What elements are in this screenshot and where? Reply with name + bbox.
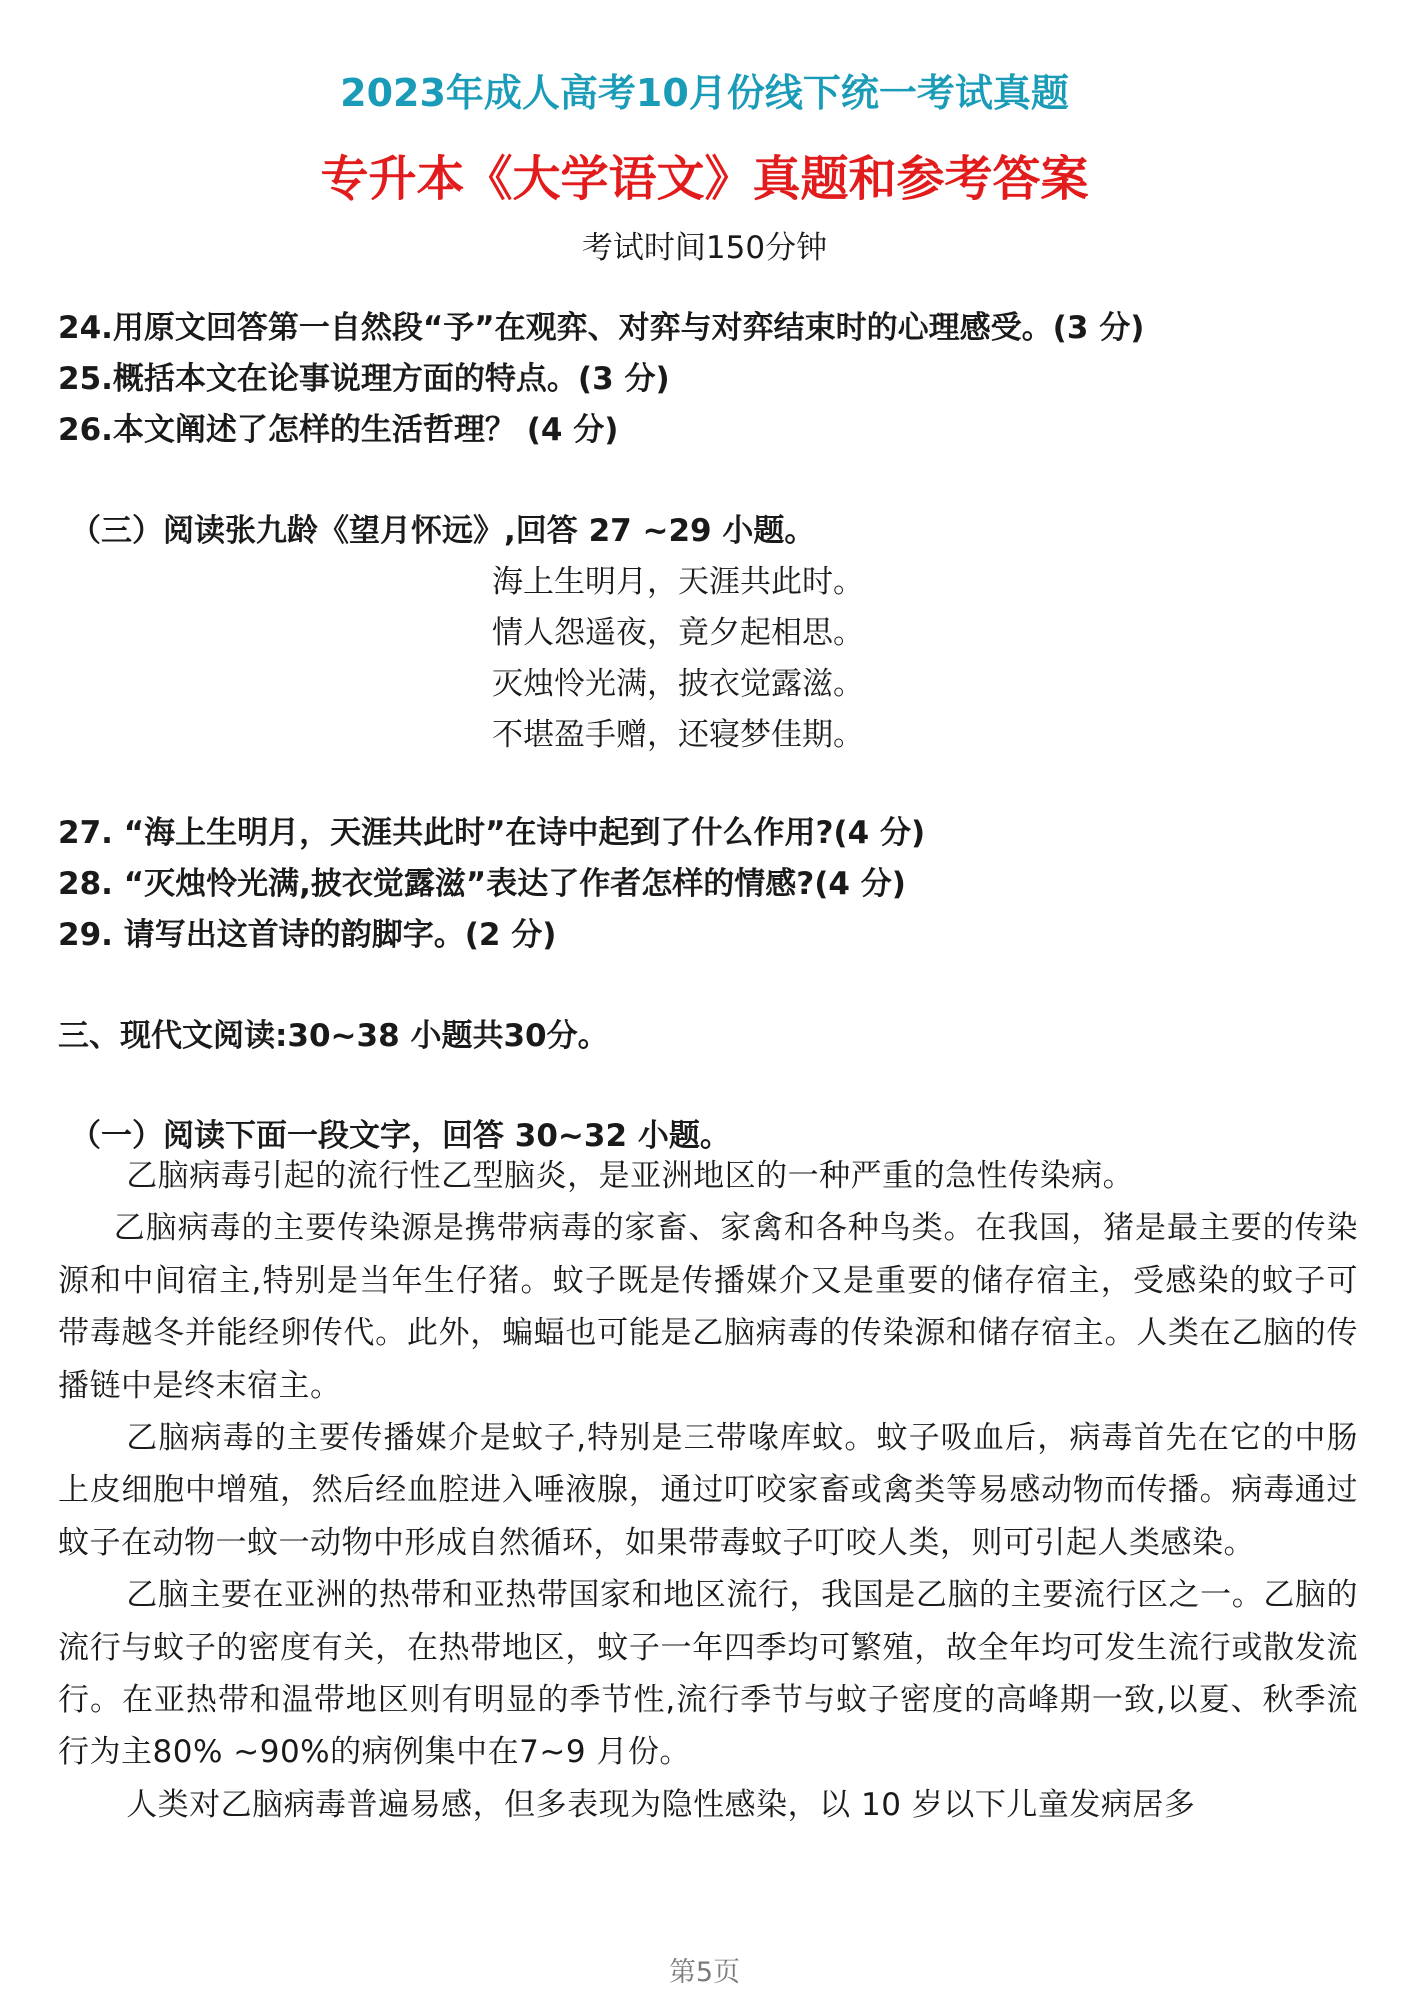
article-paragraph: 乙脑病毒的主要传染源是携带病毒的家畜、家禽和各种鸟类。在我国，猪是最主要的传染源和中间宿主,特别是当年生仔猪。蚊子既是传播媒介又是重要的储存宿主，受感染的蚊子可带毒越冬并能经卵传代。此外，蝙蝠也可能是乙脑病毒的传染源和储存宿主。人类在乙脑的传播链中是终末宿主。 — [58, 1210, 1358, 1404]
question-26: 26.本文阐述了怎样的生活哲理？ (4 分) — [58, 412, 619, 448]
article-body — [58, 1150, 1358, 1831]
exam-time: 考试时间150分钟 — [581, 230, 828, 266]
question-28: 28. “灭烛怜光满,披衣觉露滋”表达了作者怎样的情感?(4 分) — [58, 866, 906, 902]
poem-line: 海上生明月，天涯共此时。 — [492, 564, 864, 600]
poem-line: 情人怨遥夜，竟夕起相思。 — [492, 615, 864, 651]
poem-line: 不堪盈手赠，还寝梦佳期。 — [492, 717, 864, 753]
article-paragraph: 乙脑主要在亚洲的热带和亚热带国家和地区流行，我国是乙脑的主要流行区之一。乙脑的流行与蚊子的密度有关，在热带地区，蚊子一年四季均可繁殖，故全年均可发生流行或散发流行。在亚热带和温带地区则有明显的季节性,流行季节与蚊子密度的高峰期一致,以夏、秋季流行为主80% ~90%的病例集中在7~9 月份。 — [58, 1577, 1358, 1771]
question-25: 25.概括本文在论事说理方面的特点。(3 分) — [58, 361, 670, 397]
exam-title: 2023年成人高考10月份线下统一考试真题 — [340, 71, 1069, 115]
page-number: 第5页 — [668, 1957, 741, 1988]
article-paragraph: 人类对乙脑病毒普遍易感，但多表现为隐性感染，以 10 岁以下儿童发病居多 — [126, 1786, 1196, 1823]
poem-line: 灭烛怜光满，披衣觉露滋。 — [492, 666, 864, 702]
article-paragraph: 乙脑病毒的主要传播媒介是蚊子,特别是三带喙库蚊。蚊子吸血后，病毒首先在它的中肠上皮细胞中增殖，然后经血腔进入唾液腺，通过叮咬家畜或禽类等易感动物而传播。病毒通过蚊子在动物一蚊一动物中形成自然循环，如果带毒蚊子叮咬人类，则可引起人类感染。 — [58, 1420, 1358, 1561]
article-paragraph: 乙脑病毒引起的流行性乙型脑炎，是亚洲地区的一种严重的急性传染病。 — [126, 1158, 1135, 1194]
question-29: 29. 请写出这首诗的韵脚字。(2 分) — [58, 917, 557, 953]
main-title: 专升本《大学语文》真题和参考答案 — [320, 151, 1089, 207]
modern-reading-subheading: （一）阅读下面一段文字，回答 30~32 小题。 — [70, 1118, 731, 1154]
question-27: 27. “海上生明月，天涯共此时”在诗中起到了什么作用?(4 分) — [58, 815, 926, 851]
modern-reading-heading: 三、现代文阅读:30~38 小题共30分。 — [58, 1018, 609, 1054]
poem-section-heading: （三）阅读张九龄《望月怀远》,回答 27 ~29 小题。 — [70, 513, 816, 549]
question-24: 24.用原文回答第一自然段“予”在观弈、对弈与对弈结束时的心理感受。(3 分) — [58, 310, 1145, 346]
